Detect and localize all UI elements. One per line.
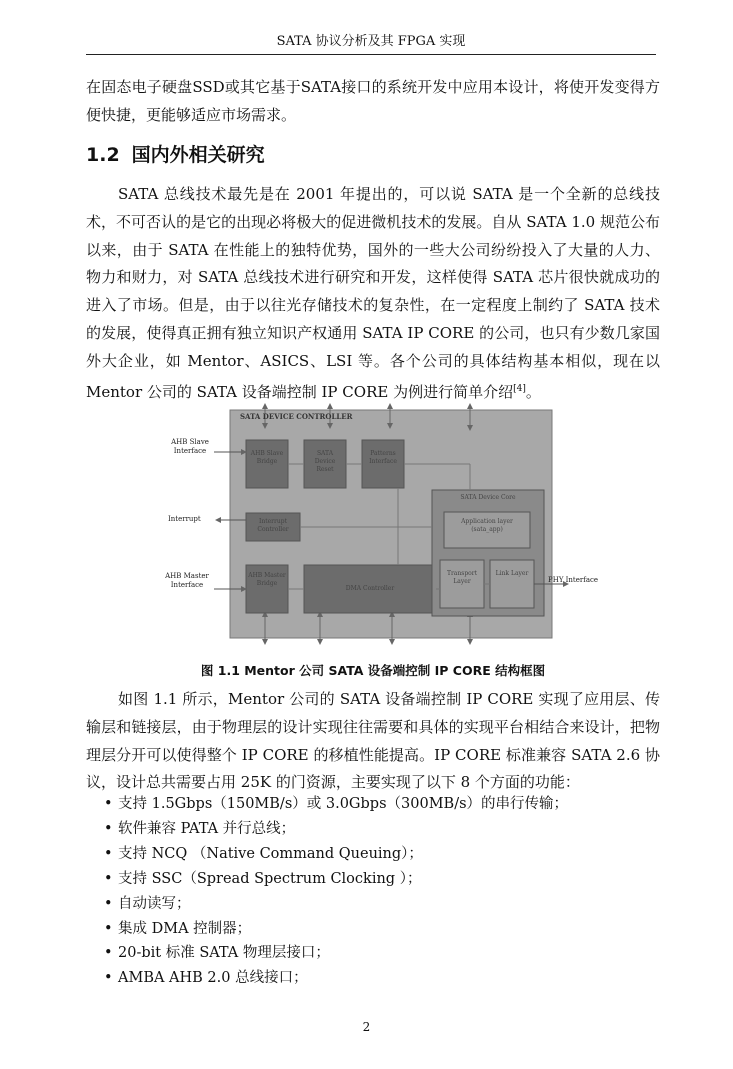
block-diagram-svg (170, 400, 610, 650)
intro-paragraph: 在固态电子硬盘SSD或其它基于SATA接口的系统开发中应用本设计，将使开发变得方便快捷，更能够适应市场需求。 (86, 78, 660, 124)
list-item: • AMBA AHB 2.0 总线接口； (104, 970, 308, 987)
citation: [4] (513, 383, 526, 394)
paragraph-1-end: 。 (525, 382, 541, 401)
dma-controller-label: DMA Controller (345, 585, 395, 592)
interrupt-label: Interrupt (168, 515, 201, 523)
application-layer-label: Application layer (sata_app) (461, 518, 513, 533)
link-layer-box (490, 560, 534, 608)
pattern-interface-label: Patterns Interface (369, 450, 397, 465)
section-title: 国内外相关研究 (131, 144, 265, 166)
ahb-slave-bridge-label: AHB Slave Bridge (250, 450, 284, 465)
paragraph-2: 如图 1.1 所示，Mentor 公司的 SATA 设备端控制 IP CORE 实现了应用层、传输层和链接层，由于物理层的设计实现往往需要和具体的实现平台相结合来设计，把物理层分开可以使得整个 IP CORE 的移植性能提高。IP CORE 标准兼容 SATA 2.6 协议，设计总共需要占用 25K 的门资源，主要实现了以下 8 个方面的功能： (86, 690, 660, 792)
list-item: • 集成 DMA 控制器； (104, 920, 252, 937)
ahb-slave-interface-label: AHB Slave Interface (171, 438, 209, 455)
paragraph-1 (86, 181, 660, 406)
list-item: • 软件兼容 PATA 并行总线； (104, 820, 296, 837)
section-number: 1.2 (86, 144, 120, 166)
device-core-label: SATA Device Core (460, 494, 516, 501)
block-diagram (165, 400, 610, 650)
transport-layer-label: Transport Layer (446, 570, 478, 585)
ahb-master-interface-label: AHB Master Interface (165, 572, 209, 589)
paragraph-1-text: SATA 总线技术最先是在 2001 年提出的，可以说 SATA 是一个全新的总线技术，不可否认的是它的出现必将极大的促进微机技术的发展。自从 SATA 1.0 规范公布以来，由于 SATA 在性能上的独特优势，国外的一些大公司纷纷投入了大量的人力、物力和财力，对 SATA 总线技术进行研究和开发，这样使得 SATA 芯片很快就成功的进入了市场。但是，由于以往光存储技术的复杂性，在一定程度上制约了 SATA 技术的发展，使得真正拥有独立知识产权通用 SATA IP CORE 的公司，也只有少数几家国外大企业，如 Mentor、ASICS、LSI 等。各个公司的具体结构基本相似，现在以 Mentor 公司的 SATA 设备端控制 IP CORE 为例进行简单介绍 (86, 185, 660, 401)
page-number: 2 (362, 1020, 371, 1034)
list-item: • 自动读写； (104, 895, 191, 912)
list-item: • 支持 1.5Gbps（150MB/s）或 3.0Gbps（300MB/s）的串行传输； (104, 796, 569, 812)
list-item: • 20-bit 标准 SATA 物理层接口； (104, 945, 330, 962)
section-heading (86, 140, 265, 170)
device-reset-label: SATA Device Reset (314, 450, 336, 473)
interrupt-controller-label: Interrupt Controller (257, 518, 289, 533)
feature-list (104, 792, 664, 991)
link-layer-label: Link Layer (495, 570, 529, 577)
phy-interface-label: PHY Interface (548, 576, 599, 584)
list-item: • 支持 SSC（Spread Spectrum Clocking ）； (104, 870, 422, 887)
header-title: SATA 协议分析及其 FPGA 实现 (276, 34, 466, 49)
figure-caption: 图 1.1 Mentor 公司 SATA 设备端控制 IP CORE 结构框图 (200, 663, 546, 678)
ahb-master-bridge-label: AHB Master Bridge (248, 572, 286, 587)
diagram-title: SATA DEVICE CONTROLLER (240, 412, 353, 421)
page-header (86, 30, 656, 55)
list-item: • 支持 NCQ （Native Command Queuing）； (104, 845, 423, 862)
